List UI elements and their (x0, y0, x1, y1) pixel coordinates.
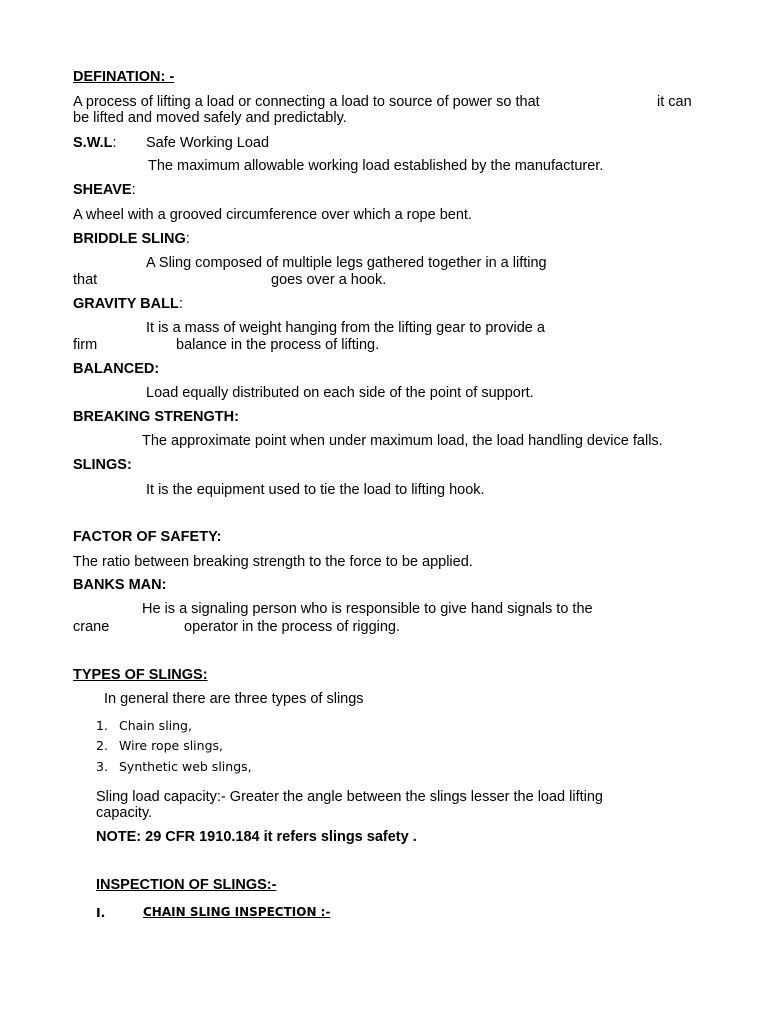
sling-capacity-line-1: Sling load capacity:- Greater the angle between the slings lesser the load lifting (96, 789, 603, 805)
list-item-text: Chain sling, (119, 718, 192, 733)
breaking-strength-term: BREAKING STRENGTH: (73, 409, 239, 425)
types-of-slings-intro: In general there are three types of slings (104, 691, 364, 707)
definition-line-2: be lifted and moved safely and predictably. (73, 110, 347, 126)
banks-man-line-2-right: operator in the process of rigging. (184, 619, 401, 635)
inspection-item-number: I. (96, 905, 106, 920)
factor-of-safety-term: FACTOR OF SAFETY: (73, 529, 222, 545)
gravity-ball-line-2-left: firm (73, 337, 98, 353)
banks-man-line-2-left: crane (73, 619, 110, 635)
list-item-text: Wire rope slings, (119, 738, 223, 753)
list-item (96, 717, 192, 734)
swl-text: The maximum allowable working load established by the manufacturer. (148, 158, 604, 174)
swl-term: S.W.L: (73, 135, 117, 151)
slings-text: It is the equipment used to tie the load to lifting hook. (146, 482, 485, 498)
briddle-sling-line-2-left: that (73, 272, 98, 288)
gravity-ball-line-2-right: balance in the process of lifting. (176, 337, 380, 353)
definition-heading: DEFINATION: - (73, 69, 175, 85)
factor-of-safety-text: The ratio between breaking strength to the force to be applied. (73, 554, 473, 570)
list-item (96, 737, 223, 754)
definition-line-1-tail: it can (657, 94, 692, 110)
list-item-number: 3. (96, 759, 108, 774)
note-line: NOTE: 29 CFR 1910.184 it refers slings safety . (96, 829, 417, 845)
inspection-heading: INSPECTION OF SLINGS:- (96, 877, 277, 893)
gravity-ball-line-1: It is a mass of weight hanging from the lifting gear to provide a (146, 320, 545, 336)
briddle-sling-term: BRIDDLE SLING: (73, 231, 190, 247)
definition-line-1: A process of lifting a load or connecting a load to source of power so that (73, 94, 540, 110)
list-item-number: 1. (96, 718, 108, 733)
sling-capacity-line-2: capacity. (96, 805, 153, 821)
slings-term: SLINGS: (73, 457, 132, 473)
swl-expansion: Safe Working Load (146, 135, 270, 151)
list-item-text: Synthetic web slings, (119, 759, 252, 774)
sheave-term: SHEAVE: (73, 182, 136, 198)
breaking-strength-text: The approximate point when under maximum load, the load handling device falls. (142, 433, 663, 449)
list-item (96, 758, 252, 775)
briddle-sling-line-2-right: goes over a hook. (271, 272, 387, 288)
banks-man-term: BANKS MAN: (73, 577, 167, 593)
gravity-ball-term: GRAVITY BALL: (73, 296, 183, 312)
list-item-number: 2. (96, 738, 108, 753)
balanced-text: Load equally distributed on each side of the point of support. (146, 385, 534, 401)
inspection-item-text: CHAIN SLING INSPECTION :- (143, 905, 331, 919)
balanced-term: BALANCED: (73, 361, 160, 377)
types-of-slings-heading: TYPES OF SLINGS: (73, 667, 208, 683)
banks-man-line-1: He is a signaling person who is responsible to give hand signals to the (142, 601, 593, 617)
briddle-sling-line-1: A Sling composed of multiple legs gathered together in a lifting (146, 255, 547, 271)
sheave-text: A wheel with a grooved circumference over which a rope bent. (73, 207, 472, 223)
